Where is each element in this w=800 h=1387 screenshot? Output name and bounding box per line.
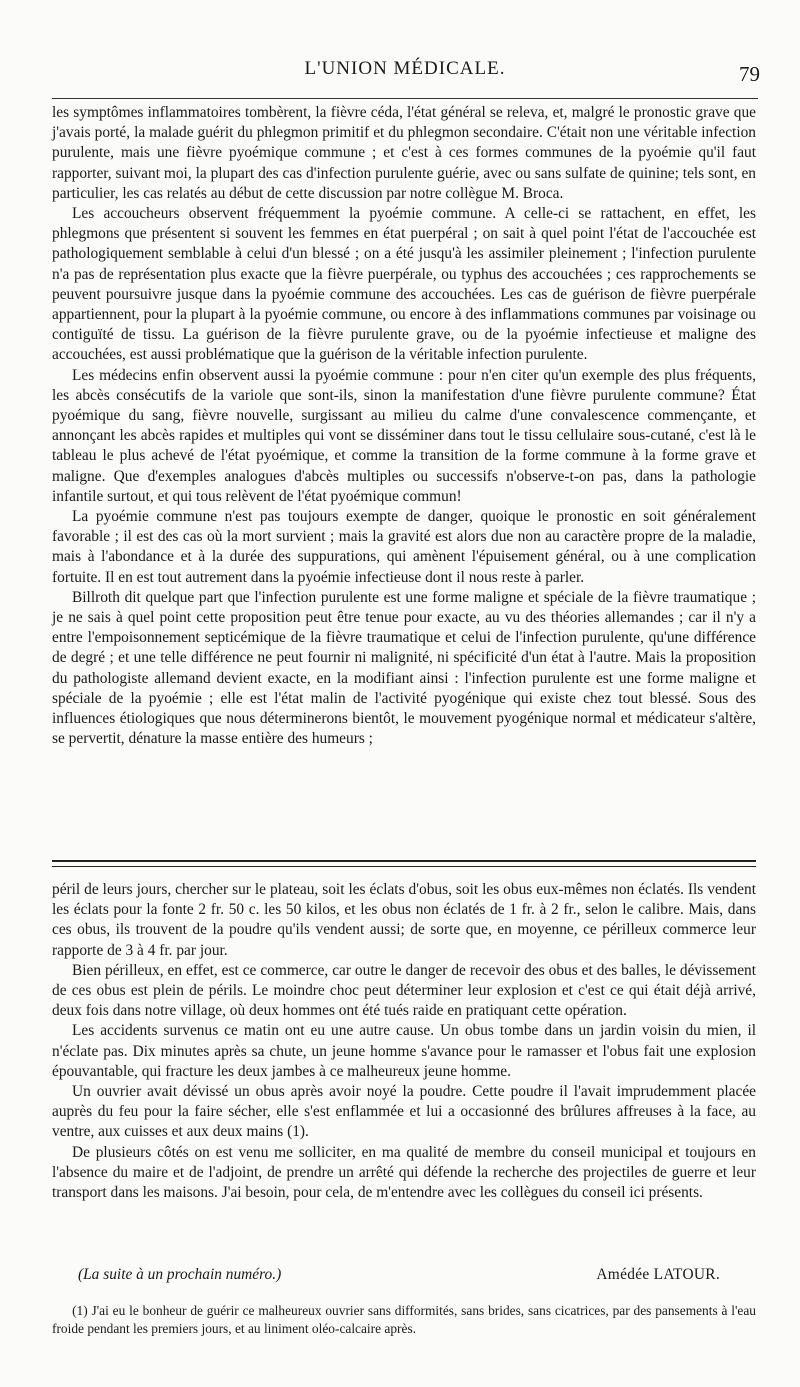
paragraph: Les accoucheurs observent fréquemment la pyoémie commune. A celle-ci se rattachent, en effet, les phlegmons que présentent si souvent les femmes en état puerpéral ; on sait à quel point l'état de l'accouchée est pathologiquement semblable à celui d'un blessé ; on a été jusqu'à les assimiler pleinement ; l'infection purulente n'a pas de représentation plus exacte que la fièvre puerpérale, ou typhus des accouchées ; ces rapprochements se peuvent poursuivre jusque dans la pyoémie commune des accouchées. Les cas de guérison de fièvre puerpérale appartiennent, pour la plupart à la pyoémie commune, ou encore à des inflammations communes par voisinage ou contiguïté de tissu. La guérison de la fièvre purulente grave, ou de la pyoémie infectieuse et maligne des accouchées, est aussi problématique que la guérison de la véritable infection purulente. bbox=[52, 205, 756, 364]
paragraph: péril de leurs jours, chercher sur le plateau, soit les éclats d'obus, soit les obus eux-mêmes non éclatés. Ils vendent les éclats pour la fonte 2 fr. 50 c. les 50 kilos, et les obus non éclatés de 1 fr. à 2 fr., selon le calibre. Mais, dans ces obus, ils trouvent de la poudre qu'ils vendent aussi; de sorte que, en moyenne, ce périlleux commerce leur rapporte de 3 à 4 fr. par jour. bbox=[52, 881, 756, 959]
paragraph: Billroth dit quelque part que l'infection purulente est une forme maligne et spéciale de la fièvre traumatique ; je ne sais à quel point cette proposition peut être tenue pour exacte, au vu des théories allemandes ; car il n'y a entre l'empoisonnement septicémique de la fièvre traumatique et celui de l'infection purulente, qu'une différence de degré ; et une telle différence ne peut fournir ni malignité, ni spécificité d'un état à l'autre. Mais la proposition du pathologiste allemand devient exacte, en la modifiant ainsi : l'infection purulente est une forme maligne et spéciale de la pyoémie ; elle est l'état malin de l'activité pyogénique qui existe chez tout blessé. Sous des influences étiologiques que nous déterminerons bientôt, le mouvement pyogénique normal et médicateur s'altère, se pervertit, dénature la masse entière des humeurs ; bbox=[52, 588, 756, 748]
paragraph: Un ouvrier avait dévissé un obus après avoir noyé la poudre. Cette poudre il l'avait imprudemment placée auprès du feu pour la faire sécher, elle s'est enflammée et lui a occasionné des brûlures affreuses à la face, au ventre, aux cuisses et aux deux mains (1). bbox=[52, 1083, 756, 1141]
signature-line bbox=[78, 1266, 720, 1284]
header-rule bbox=[52, 98, 758, 99]
main-article bbox=[52, 103, 756, 750]
feuilleton-article bbox=[52, 880, 756, 1203]
paragraph: De plusieurs côtés on est venu me solliciter, en ma qualité de membre du conseil municipal et toujours en l'absence du maire et de l'adjoint, de prendre un arrêté qui défende la recherche des projectiles de guerre et leur transport dans les maisons. J'ai besoin, pour cela, de m'entendre avec les collègues du conseil ici présents. bbox=[52, 1143, 756, 1202]
paragraph: Les médecins enfin observent aussi la pyoémie commune : pour n'en citer qu'un exemple des plus fréquents, les abcès consécutifs de la variole que sont-ils, sinon la manifestation d'une fièvre purulente commune? État pyoémique du sang, fièvre nouvelle, surgissant au milieu du calme d'une convalescence commençante, et annonçant les abcès rapides et multiples qui vont se disséminer dans tout le tissu cellulaire sous-cutané, c'est là le tableau le plus achevé de l'état pyoémique, et comme la transition de la forme commune à la forme grave et maligne. Que d'exemples analogues d'abcès multiples ou successifs n'observe-t-on pas, dans la pathologie infantile surtout, et qui tous relèvent de l'état pyoémique commun! bbox=[52, 366, 756, 505]
paragraph: Bien périlleux, en effet, est ce commerce, car outre le danger de recevoir des obus et des balles, le dévissement de ces obus est plein de périls. Le moindre choc peut déterminer leur explosion et c'est ce qui était déjà arrivé, deux fois dans notre village, où deux hommes ont été tués raide en pratiquant cette opération. bbox=[52, 961, 756, 1020]
paragraph: les symptômes inflammatoires tombèrent, la fièvre céda, l'état général se releva, et, malgré le pronostic grave que j'avais porté, la malade guérit du phlegmon primitif et du phlegmon secondaire. C'était non une véritable infection purulente, mais une fièvre pyoémique commune ; et c'est à ces formes communes de la pyoémie qu'il faut rapporter, suivant moi, la plupart des cas d'infection purulente guérie, avec ou sans sulfate de quinine; tels sont, en particulier, les cas relatés au début de cette discussion par notre collègue M. Broca. bbox=[52, 104, 756, 202]
continued-note: (La suite à un prochain numéro.) bbox=[78, 1266, 282, 1283]
journal-title: L'UNION MÉDICALE. bbox=[304, 58, 506, 79]
paragraph: La pyoémie commune n'est pas toujours exempte de danger, quoique le pronostic en soit généralement favorable ; il est des cas où la mort survient ; mais la gravité est alors due non au caractère propre de la maladie, mais à l'abondance et à la durée des suppurations, qui amènent l'épuisement général, ou à une complication fortuite. Il en est tout autrement dans la pyoémie infectieuse dont il nous reste à parler. bbox=[52, 508, 756, 586]
feuilleton-separator bbox=[52, 860, 756, 867]
author-signature: Amédée LATOUR. bbox=[596, 1266, 720, 1283]
paragraph: Les accidents survenus ce matin ont eu une autre cause. Un obus tombe dans un jardin voisin du mien, il n'éclate pas. Dix minutes après sa chute, un jeune homme s'avance pour le ramasser et l'obus fait une explosion épouvantable, qui fracture les deux jambes à ce malheureux jeune homme. bbox=[52, 1022, 756, 1080]
footnote: (1) J'ai eu le bonheur de guérir ce malheureux ouvrier sans difformités, sans brides, sans cicatrices, par des pansements à l'eau froide pendant les premiers jours, et au liniment oléo-calcaire après. bbox=[52, 1303, 756, 1336]
page-header bbox=[50, 58, 760, 98]
page-number: 79 bbox=[739, 62, 760, 86]
